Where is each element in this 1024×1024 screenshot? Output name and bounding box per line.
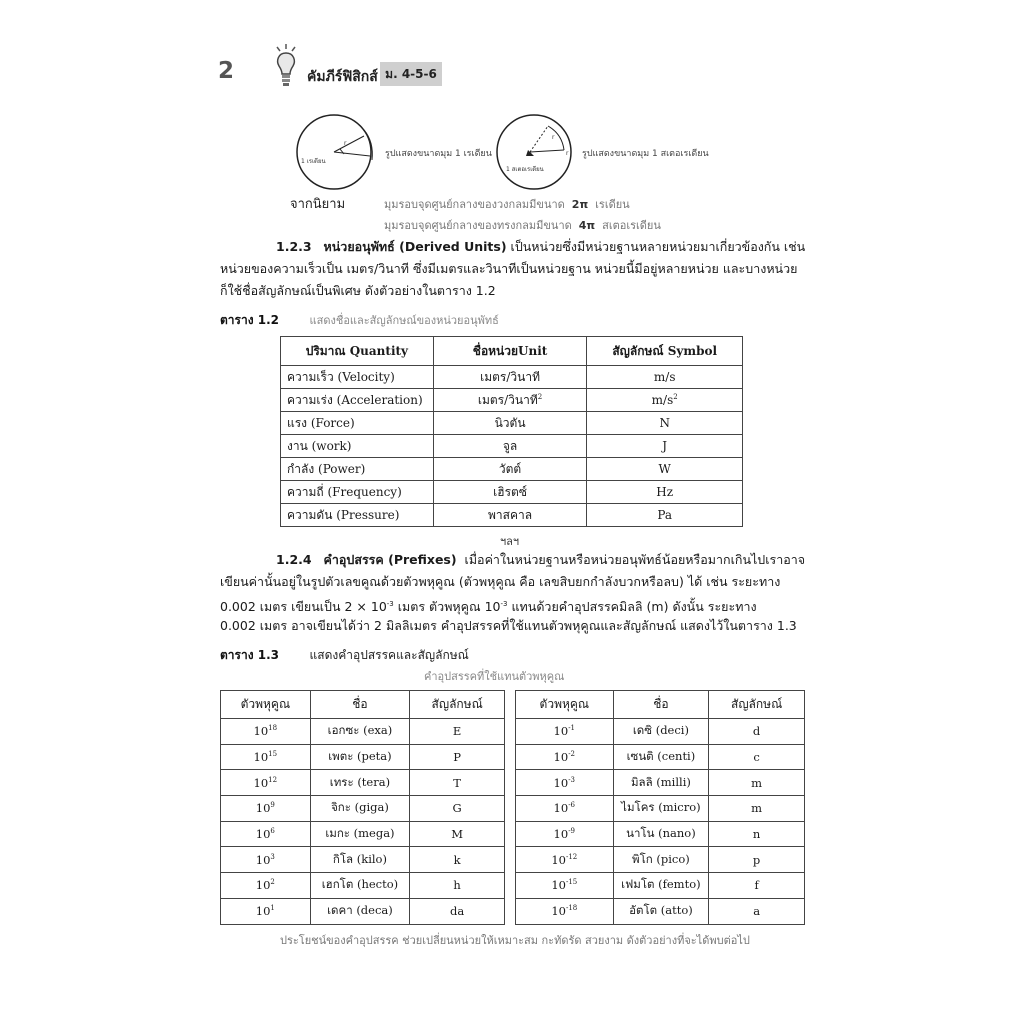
multiplier-cell [516,744,614,770]
table-12-caption: ตาราง 1.2 แสดงชื่อและสัญลักษณ์ของหน่วยอนุพัทธ์ [220,313,499,327]
table-row [221,796,505,822]
prefix-name-cell: มิลลิ (milli) [613,770,709,796]
symbol-cell [587,435,743,458]
quantity-cell: ความเร็ว (Velocity) [281,366,434,389]
unit-text: พาสคาล [488,507,533,522]
prefix-name-cell: อัตโต (atto) [613,898,709,924]
radius-label-3: r [566,150,569,157]
prefix-name-cell: เฮกโต (hecto) [310,873,410,899]
column-header-symbol: สัญลักษณ์ [410,691,505,719]
definition-heading: จากนิยาม [290,197,346,212]
symbol-text: N [659,416,670,430]
unit-cell [433,389,587,412]
symbol-cell [587,481,743,504]
definition-line-1: มุมรอบจุดศูนย์กลางของวงกลมมีขนาด 2π เรเดียน [384,198,630,211]
prefix-symbol-cell: c [709,744,805,770]
prefix-name-cell: เดซิ (deci) [613,719,709,745]
radius-label-2: r [552,134,555,141]
table-row [281,366,743,389]
page-number: 2 [218,58,235,84]
multiplier-exponent: 1 [270,904,275,913]
table-row [516,898,805,924]
prefix-name-cell: กิโล (kilo) [310,847,410,873]
column-header-quantity: ปริมาณ Quantity [281,337,434,366]
symbol-text: m/s [653,370,676,384]
multiplier-exponent: 2 [270,878,275,887]
footer-note: ประโยชน์ของคำอุปสรรค ช่วยเปลี่ยนหน่วยให้เหมาะสม กะทัดรัด สวยงาม ดังตัวอย่างที่จะได้พบต่อไป [280,934,750,947]
multiplier-cell [516,796,614,822]
unit-text: เฮิรตซ์ [493,484,527,499]
column-header-name: ชื่อ [613,691,709,719]
symbol-text: Pa [657,508,673,522]
prefix-symbol-cell: h [410,873,505,899]
multiplier-cell [516,770,614,796]
table-row [221,847,505,873]
prefix-symbol-cell: T [410,770,505,796]
multiplier-base: 10 [253,775,269,790]
multiplier-exponent: 9 [270,801,275,810]
symbol-text: m/s [651,393,674,407]
lightbulb-icon [270,42,302,90]
multiplier-exponent: 12 [268,775,278,784]
multiplier-base: 10 [553,801,569,816]
section-124-line-3: 0.002 เมตร เขียนเป็น $2 \times 10^{-3}$ เมตร ตัวพหุคูณ $10^{-3}$ แทนด้วยคำอุปสรรคมิลลิ (m) ดังนั้น ระยะทาง [220,599,757,615]
steradian-caption: รูปแสดงขนาดมุม 1 สเตอเรเดียน [582,149,709,159]
derived-units-table [280,336,743,527]
quantity-cell: ความถี่ (Frequency) [281,481,434,504]
etc-mark: ฯลฯ [500,535,520,548]
symbol-cell [587,504,743,527]
section-124-line-2: เขียนค่านั้นอยู่ในรูปตัวเลขคูณด้วยตัวพหุคูณ (ตัวพหุคูณ คือ เลขสิบยกกำลังบวกหรือลบ) ได้ เช่น ระยะทาง [220,574,781,589]
prefix-symbol-cell: M [410,821,505,847]
multiplier-cell [221,744,311,770]
multiplier-base: 10 [551,878,566,893]
column-header-multiplier: ตัวพหุคูณ [221,691,311,719]
multiplier-cell [221,847,311,873]
grade-badge: ม. 4-5-6 [380,62,442,86]
prefix-symbol-cell: m [709,796,805,822]
table-row [221,873,505,899]
quantity-cell: กำลัง (Power) [281,458,434,481]
unit-cell [433,481,587,504]
definition-line-2: มุมรอบจุดศูนย์กลางของทรงกลมมีขนาด 4π สเตอเรเดียน [384,219,661,232]
table-row [281,458,743,481]
section-124-line-1: 1.2.4 คำอุปสรรค (Prefixes) เมื่อค่าในหน่วยฐานหรือหน่วยอนุพัทธ์น้อยหรือมากเกินไปเราอาจ [276,552,806,567]
section-124-line-4: 0.002 เมตร อาจเขียนได้ว่า 2 มิลลิเมตร คำอุปสรรคที่ใช้แทนตัวพหุคูณและสัญลักษณ์ แสดงไว้ในตาราง 1.3 [220,618,797,633]
quantity-cell: แรง (Force) [281,412,434,435]
column-header-symbol: สัญลักษณ์ [709,691,805,719]
table-header-row [281,337,743,366]
multiplier-cell [516,719,614,745]
table-row [221,898,505,924]
column-header-unit: ชื่อหน่วยUnit [433,337,587,366]
multiplier-base: 10 [551,852,566,867]
prefix-table-positive [220,690,505,925]
prefix-name-cell: ไมโคร (micro) [613,796,709,822]
prefix-symbol-cell: n [709,821,805,847]
table-header-row [221,691,505,719]
symbol-exponent: 2 [673,393,678,401]
multiplier-base: 10 [553,724,569,739]
table-row [221,719,505,745]
column-header-multiplier: ตัวพหุคูณ [516,691,614,719]
prefix-name-cell: จิกะ (giga) [310,796,410,822]
column-header-symbol: สัญลักษณ์ Symbol [587,337,743,366]
column-header-name: ชื่อ [310,691,410,719]
multiplier-cell [221,873,311,899]
symbol-cell [587,389,743,412]
prefix-symbol-cell: m [709,770,805,796]
prefix-table-negative [515,690,805,925]
multiplier-exponent: -18 [565,904,578,913]
table-13-subcaption: คำอุปสรรคที่ใช้แทนตัวพหุคูณ [424,670,565,683]
multiplier-base: 10 [255,852,271,867]
unit-text: เมตร/วินาที [477,392,538,407]
symbol-cell [587,412,743,435]
symbol-text: Hz [656,485,674,499]
radian-caption: รูปแสดงขนาดมุม 1 เรเดียน [385,149,492,159]
section-123-line-2: หน่วยของความเร็วเป็น เมตร/วินาที ซึ่งมีเมตรและวินาทีเป็นหน่วยฐาน หน่วยนี้มีอยู่หลายหน่วย และบางหน่วย [220,261,798,276]
unit-text: นิวตัน [494,415,526,430]
table-row [221,770,505,796]
table-row [516,770,805,796]
section-123-line-1: 1.2.3 หน่วยอนุพัทธ์ (Derived Units) เป็นหน่วยซึ่งมีหน่วยฐานหลายหน่วยมาเกี่ยวข้องกัน เช่น [276,239,806,254]
table-row [281,389,743,412]
multiplier-base: 10 [551,904,566,919]
unit-text: เมตร/วินาที [480,369,540,384]
table-header-row [516,691,805,719]
prefix-symbol-cell: a [709,898,805,924]
multiplier-exponent: -15 [565,878,578,887]
multiplier-exponent: -1 [568,724,576,733]
quantity-cell: ความเร่ง (Acceleration) [281,389,434,412]
prefix-symbol-cell: k [410,847,505,873]
book-title: คัมภีร์ฟิสิกส์ [307,69,378,85]
multiplier-exponent: 6 [270,827,275,836]
symbol-cell [587,366,743,389]
prefix-symbol-cell: G [410,796,505,822]
multiplier-exponent: -3 [568,775,576,784]
table-row [221,744,505,770]
table-row [516,847,805,873]
unit-cell [433,412,587,435]
multiplier-base: 10 [255,904,271,919]
prefix-symbol-cell: da [410,898,505,924]
table-row [516,719,805,745]
symbol-cell [587,458,743,481]
multiplier-cell [221,796,311,822]
steradian-label: 1 สเตอเรเดียน [506,166,544,173]
multiplier-cell [516,847,614,873]
quantity-cell: ความดัน (Pressure) [281,504,434,527]
unit-text: วัตต์ [498,461,522,476]
prefix-symbol-cell: p [709,847,805,873]
unit-cell [433,435,587,458]
prefix-name-cell: เทระ (tera) [310,770,410,796]
prefix-symbol-cell: f [709,873,805,899]
table-row [281,412,743,435]
table-row [516,744,805,770]
multiplier-cell [221,898,311,924]
table-row [281,481,743,504]
table-row [221,821,505,847]
multiplier-cell [221,770,311,796]
prefix-symbol-cell: E [410,719,505,745]
multiplier-cell [516,821,614,847]
prefix-name-cell: เพตะ (peta) [310,744,410,770]
multiplier-exponent: -6 [568,801,576,810]
prefix-name-cell: เดคา (deca) [310,898,410,924]
multiplier-base: 10 [253,750,269,765]
prefix-name-cell: นาโน (nano) [613,821,709,847]
multiplier-base: 10 [553,750,569,765]
prefix-symbol-cell: d [709,719,805,745]
unit-exponent: 2 [537,392,543,401]
quantity-cell: งาน (work) [281,435,434,458]
multiplier-base: 10 [553,775,569,790]
multiplier-cell [221,821,311,847]
table-13-caption: ตาราง 1.3 แสดงคำอุปสรรคและสัญลักษณ์ [220,648,469,662]
multiplier-exponent: 3 [270,852,275,861]
unit-cell [433,366,587,389]
multiplier-exponent: -2 [568,750,576,759]
radian-diagram [290,112,380,192]
table-row [516,821,805,847]
symbol-text: W [658,462,671,476]
multiplier-exponent: -12 [565,852,578,861]
multiplier-base: 10 [255,827,271,842]
unit-cell [433,504,587,527]
table-row [516,873,805,899]
table-row [516,796,805,822]
multiplier-cell [516,898,614,924]
multiplier-exponent: 18 [268,724,278,733]
multiplier-cell [221,719,311,745]
radius-label: r [344,140,347,147]
prefix-name-cell: เซนติ (centi) [613,744,709,770]
multiplier-base: 10 [553,827,569,842]
symbol-text: J [662,439,668,453]
radian-label: 1 เรเดียน [301,158,326,165]
multiplier-base: 10 [253,724,269,739]
multiplier-cell [516,873,614,899]
multiplier-exponent: -9 [568,827,576,836]
unit-cell [433,458,587,481]
multiplier-base: 10 [255,801,271,816]
prefix-name-cell: พิโก (pico) [613,847,709,873]
prefix-name-cell: เอกซะ (exa) [310,719,410,745]
prefix-name-cell: เมกะ (mega) [310,821,410,847]
prefix-symbol-cell: P [410,744,505,770]
multiplier-base: 10 [255,878,271,893]
section-123-line-3: ก็ใช้ชื่อสัญลักษณ์เป็นพิเศษ ดังตัวอย่างในตาราง 1.2 [220,283,496,298]
unit-text: จูล [502,438,518,453]
table-row [281,435,743,458]
prefix-name-cell: เฟมโต (femto) [613,873,709,899]
multiplier-exponent: 15 [268,750,278,759]
table-row [281,504,743,527]
